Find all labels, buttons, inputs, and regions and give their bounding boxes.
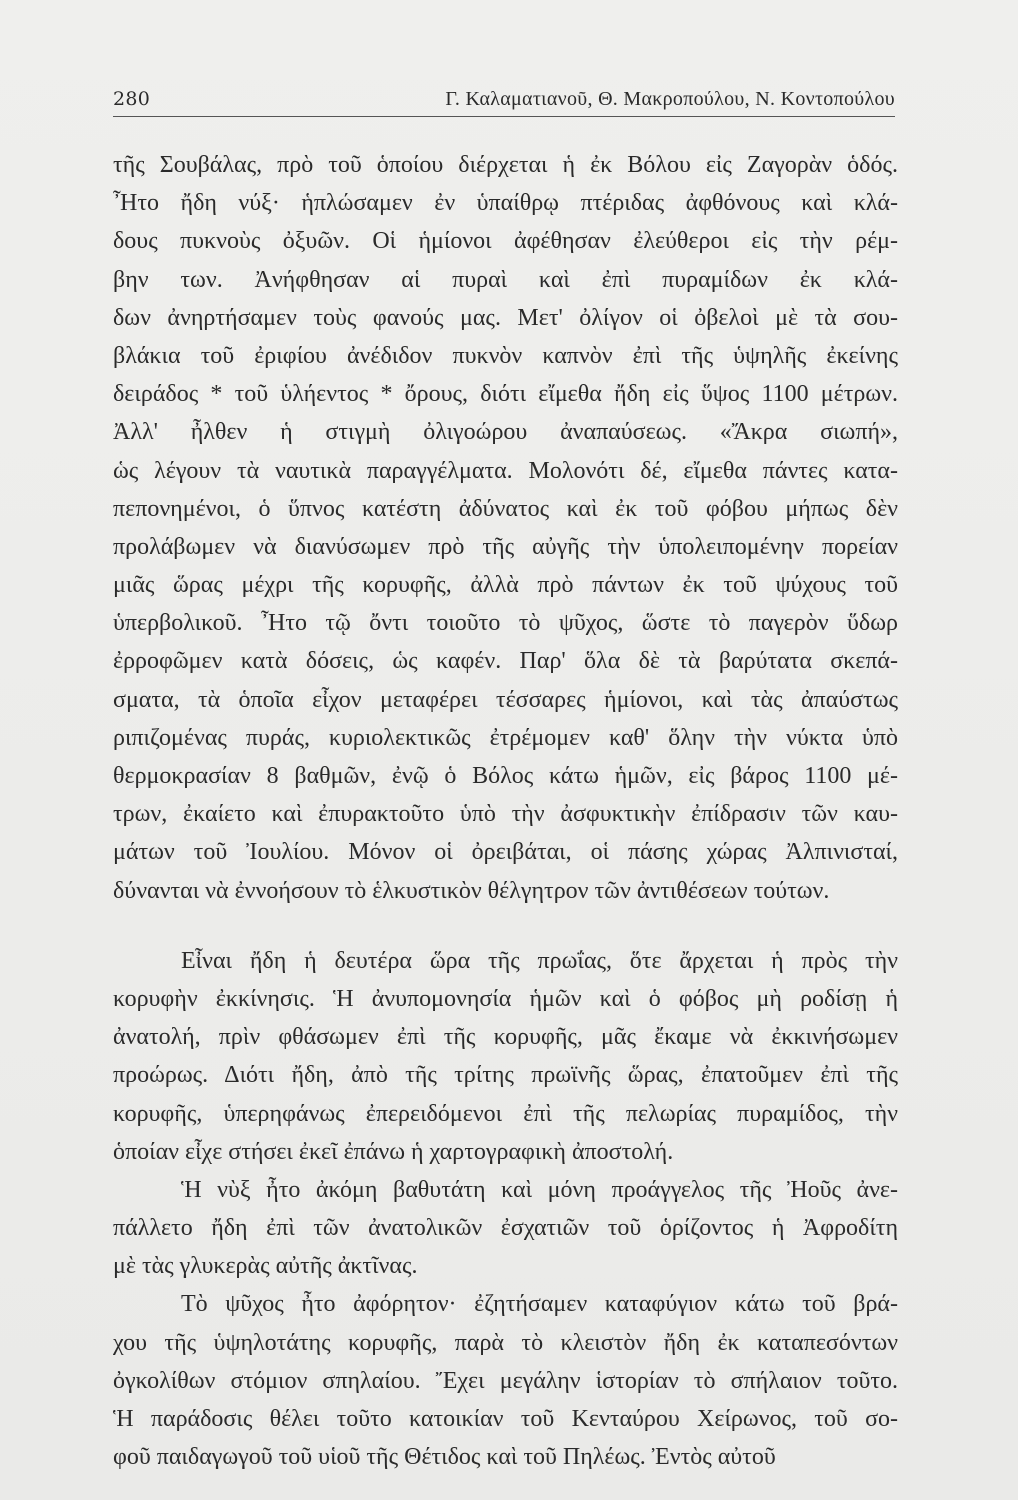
text-line: πεπονημένοι, ὁ ὕπνος κατέστη ἀδύνατος καὶ ἐκ τοῦ φόβου μήπως δὲν bbox=[113, 495, 898, 522]
text-line: μὲ τὰς γλυκερὰς αὐτῆς ἀκτῖνας. bbox=[113, 1253, 418, 1280]
text-line: μιᾶς ὥρας μέχρι τῆς κορυφῆς, ἀλλὰ πρὸ πάντων ἐκ τοῦ ψύχους τοῦ bbox=[113, 572, 898, 599]
text-line: βλάκια τοῦ ἐριφίου ἀνέδιδον πυκνὸν καπνὸν ἐπὶ τῆς ὑψηλῆς ἐκείνης bbox=[113, 342, 898, 369]
running-header bbox=[113, 86, 895, 117]
text-line: δων ἀνηρτήσαμεν τοὺς φανούς μας. Μετ' ὀλίγον οἱ ὀβελοὶ μὲ τὰ σου- bbox=[113, 304, 898, 331]
paragraph bbox=[113, 146, 898, 910]
text-line: ἐρροφῶμεν κατὰ δόσεις, ὡς καφέν. Παρ' ὅλα δὲ τὰ βαρύτατα σκεπά- bbox=[113, 648, 898, 675]
paragraph bbox=[113, 942, 898, 1171]
text-line: ὡς λέγουν τὰ ναυτικὰ παραγγέλματα. Μολονότι δέ, εἴμεθα πάντες κατα- bbox=[113, 457, 898, 484]
text-line: προώρως. Διότι ἤδη, ἀπὸ τῆς τρίτης πρωϊνῆς ὥρας, ἐπατοῦμεν ἐπὶ τῆς bbox=[113, 1062, 898, 1089]
text-line: Ἡ παράδοσις θέλει τοῦτο κατοικίαν τοῦ Κενταύρου Χείρωνος, τοῦ σο- bbox=[113, 1406, 898, 1432]
text-line: θερμοκρασίαν 8 βαθμῶν, ἐνῷ ὁ Βόλος κάτω ἡμῶν, εἰς βάρος 1100 μέ- bbox=[113, 763, 898, 789]
text-line: ἀνατολή, πρὶν φθάσωμεν ἐπὶ τῆς κορυφῆς, μᾶς ἔκαμε νὰ ἐκκινήσωμεν bbox=[113, 1024, 898, 1051]
text-line: ὁποίαν εἶχε στήσει ἐκεῖ ἐπάνω ἡ χαρτογραφικὴ ἀποστολή. bbox=[113, 1138, 674, 1165]
text-line: Ἡ νὺξ ἦτο ἀκόμη βαθυτάτη καὶ μόνη προάγγελος τῆς Ἠοῦς ἀνε- bbox=[181, 1176, 898, 1203]
text-line: κορυφὴν ἐκκίνησις. Ἡ ἀνυπομονησία ἡμῶν καὶ ὁ φόβος μὴ ροδίσῃ ἡ bbox=[113, 985, 898, 1012]
text-line: μάτων τοῦ Ἰουλίου. Μόνον οἱ ὀρειβάται, οἱ πάσης χώρας Ἀλπινισταί, bbox=[113, 839, 898, 866]
text-line: φοῦ παιδαγωγοῦ τοῦ υἱοῦ τῆς Θέτιδος καὶ τοῦ Πηλέως. Ἐντὸς αὐτοῦ bbox=[113, 1444, 776, 1471]
text-line: Εἶναι ἤδη ἡ δευτέρα ὥρα τῆς πρωΐας, ὅτε ἄρχεται ἡ πρὸς τὴν bbox=[181, 947, 898, 974]
text-line: προλάβωμεν νὰ διανύσωμεν πρὸ τῆς αὐγῆς τὴν ὑπολειπομένην πορείαν bbox=[113, 533, 898, 560]
text-line: ὀγκολίθων στόμιον σπηλαίου. Ἔχει μεγάλην ἱστορίαν τὸ σπήλαιον τοῦτο. bbox=[113, 1367, 898, 1394]
text-line: σματα, τὰ ὁποῖα εἶχον μεταφέρει τέσσαρες ἡμίονοι, καὶ τὰς ἀπαύστως bbox=[113, 686, 898, 713]
text-line: τῆς Σουβάλας, πρὸ τοῦ ὁποίου διέρχεται ἡ ἐκ Βόλου εἰς Ζαγορὰν ὁδός. bbox=[113, 152, 898, 178]
text-line: δους πυκνοὺς ὀξυῶν. Οἱ ἡμίονοι ἀφέθησαν ἐλεύθεροι εἰς τὴν ρέμ- bbox=[113, 228, 898, 255]
text-line: Ἀλλ' ἦλθεν ἡ στιγμὴ ὀλιγοώρου ἀναπαύσεως. «Ἄκρα σιωπή», bbox=[113, 419, 898, 446]
text-line: πάλλετο ἤδη ἐπὶ τῶν ἀνατολικῶν ἐσχατιῶν τοῦ ὁρίζοντος ἡ Ἀφροδίτη bbox=[113, 1215, 898, 1242]
text-line: δειράδος * τοῦ ὑλήεντος * ὄρους, διότι εἴμεθα ἤδη εἰς ὕψος 1100 μέτρων. bbox=[113, 381, 898, 408]
text-line: χου τῆς ὑψηλοτάτης κορυφῆς, παρὰ τὸ κλειστὸν ἤδη ἐκ καταπεσόντων bbox=[113, 1329, 898, 1356]
paragraph bbox=[113, 1171, 898, 1286]
text-line: Ἦτο ἤδη νύξ· ἡπλώσαμεν ἐν ὑπαίθρῳ πτέριδας ἀφθόνους καὶ κλά- bbox=[113, 190, 898, 217]
paragraph bbox=[113, 1285, 898, 1476]
text-line: βην των. Ἀνήφθησαν αἱ πυραὶ καὶ ἐπὶ πυραμίδων ἐκ κλά- bbox=[113, 266, 898, 293]
text-line: ὑπερβολικοῦ. Ἦτο τῷ ὄντι τοιοῦτο τὸ ψῦχος, ὥστε τὸ παγερὸν ὕδωρ bbox=[113, 610, 898, 637]
text-line: Τὸ ψῦχος ἦτο ἀφόρητον· ἐζητήσαμεν καταφύγιον κάτω τοῦ βρά- bbox=[181, 1291, 898, 1318]
text-line: δύνανται νὰ ἐννοήσουν τὸ ἑλκυστικὸν θέλγητρον τῶν ἀντιθέσεων τούτων. bbox=[113, 877, 830, 904]
text-line: ριπιζομένας πυράς, κυριολεκτικῶς ἐτρέμομεν καθ' ὅλην τὴν νύκτα ὑπὸ bbox=[113, 724, 898, 751]
page-number: 280 bbox=[113, 88, 151, 110]
text-line: κορυφῆς, ὑπερηφάνως ἐπερειδόμενοι ἐπὶ τῆς πελωρίας πυραμίδος, τὴν bbox=[113, 1100, 898, 1127]
text-body bbox=[113, 146, 898, 1476]
text-line: τρων, ἐκαίετο καὶ ἐπυρακτοῦτο ὑπὸ τὴν ἀσφυκτικὴν ἐπίδρασιν τῶν καυ- bbox=[113, 801, 898, 828]
paragraph-gap bbox=[113, 910, 898, 942]
running-title: Γ. Καλαματιανοῦ, Θ. Μακροπούλου, Ν. Κοντοπούλου bbox=[445, 88, 895, 110]
